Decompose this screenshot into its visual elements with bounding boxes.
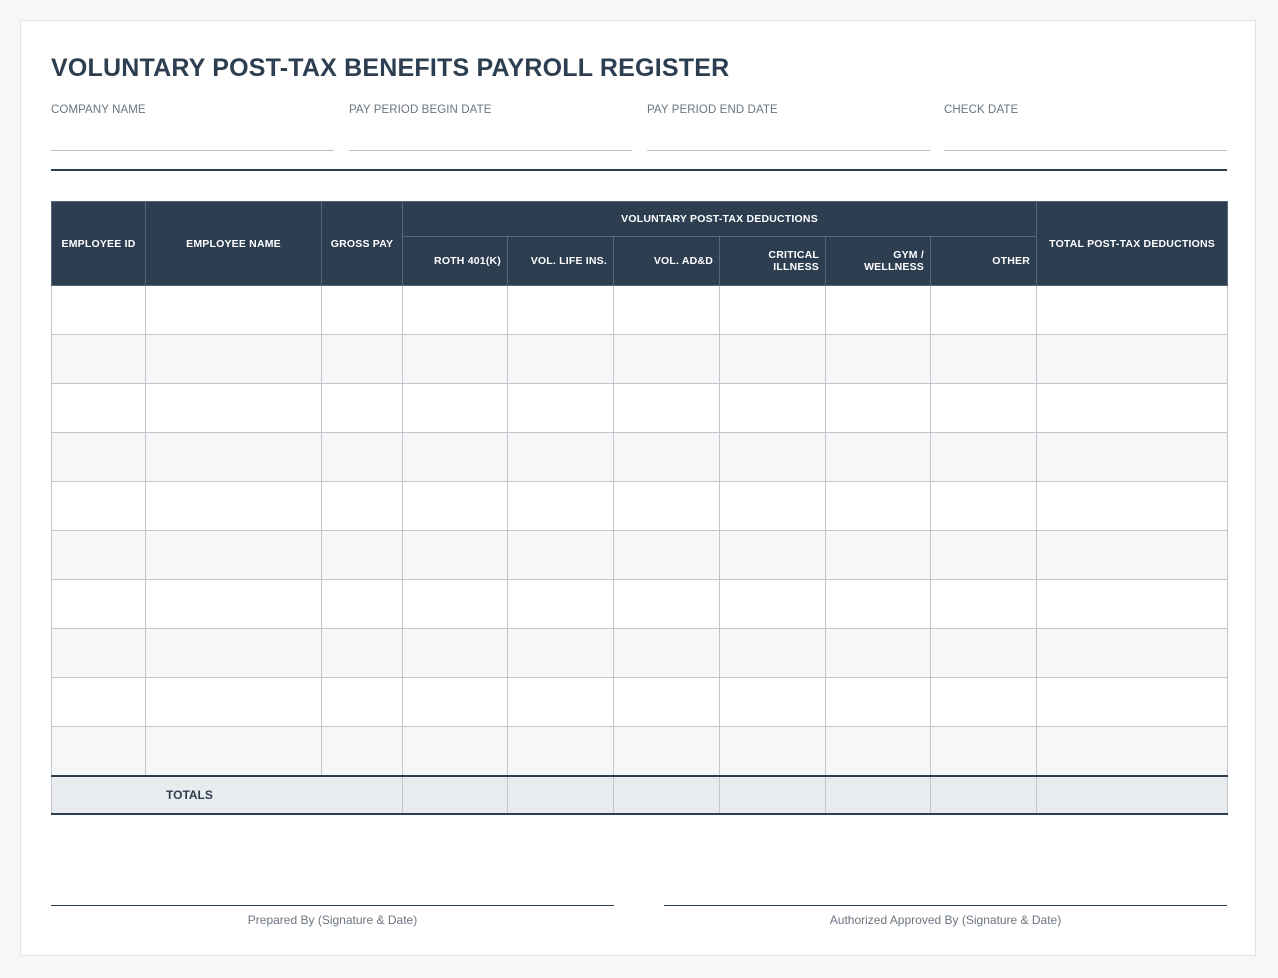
table-row <box>52 335 1228 384</box>
table-cell[interactable] <box>403 629 508 678</box>
register-page <box>20 20 1256 956</box>
table-cell[interactable] <box>614 384 720 433</box>
table-cell[interactable] <box>52 629 146 678</box>
table-row <box>52 531 1228 580</box>
table-cell[interactable] <box>52 482 146 531</box>
table-cell[interactable] <box>931 433 1037 482</box>
table-cell[interactable] <box>720 580 826 629</box>
table-cell[interactable] <box>826 580 931 629</box>
total-cell[interactable] <box>1037 776 1228 814</box>
table-cell[interactable] <box>322 384 403 433</box>
table-header <box>52 202 1228 286</box>
prepared-by-signature[interactable] <box>51 905 614 927</box>
table-cell[interactable] <box>52 384 146 433</box>
table-cell[interactable] <box>1037 433 1228 482</box>
table-cell[interactable] <box>403 678 508 727</box>
table-cell[interactable] <box>720 384 826 433</box>
table-cell[interactable] <box>720 678 826 727</box>
totals-label: TOTALS <box>52 776 403 814</box>
table-cell[interactable] <box>931 727 1037 777</box>
col-other: OTHER <box>931 237 1037 286</box>
table-cell[interactable] <box>720 482 826 531</box>
table-cell[interactable] <box>146 629 322 678</box>
table-cell[interactable] <box>931 482 1037 531</box>
table-cell[interactable] <box>146 384 322 433</box>
table-row <box>52 678 1228 727</box>
table-cell[interactable] <box>614 580 720 629</box>
col-vol-life-ins: VOL. LIFE INS. <box>508 237 614 286</box>
table-cell[interactable] <box>720 335 826 384</box>
table-cell[interactable] <box>146 433 322 482</box>
table-cell[interactable] <box>146 335 322 384</box>
pay-period-begin-label: PAY PERIOD BEGIN DATE <box>349 104 492 116</box>
table-cell[interactable] <box>931 580 1037 629</box>
table-cell[interactable] <box>1037 482 1228 531</box>
col-employee-name: EMPLOYEE NAME <box>146 202 322 286</box>
table-cell[interactable] <box>614 482 720 531</box>
table-cell[interactable] <box>508 286 614 335</box>
table-cell[interactable] <box>1037 727 1228 777</box>
table-cell[interactable] <box>146 286 322 335</box>
total-cell[interactable] <box>826 776 931 814</box>
table-cell[interactable] <box>508 384 614 433</box>
table-cell[interactable] <box>322 531 403 580</box>
payroll-register-table <box>51 201 1228 815</box>
table-cell[interactable] <box>146 531 322 580</box>
header-divider <box>51 169 1227 171</box>
table-cell[interactable] <box>322 286 403 335</box>
header-fields <box>51 104 1227 150</box>
table-cell[interactable] <box>614 335 720 384</box>
table-cell[interactable] <box>508 678 614 727</box>
table-cell[interactable] <box>322 580 403 629</box>
table-cell[interactable] <box>826 433 931 482</box>
approved-by-signature[interactable] <box>664 905 1227 927</box>
table-row <box>52 384 1228 433</box>
total-cell[interactable] <box>931 776 1037 814</box>
table-cell[interactable] <box>720 531 826 580</box>
table-cell[interactable] <box>720 727 826 777</box>
total-cell[interactable] <box>614 776 720 814</box>
table-cell[interactable] <box>931 629 1037 678</box>
col-total-deductions: TOTAL POST-TAX DEDUCTIONS <box>1037 202 1228 286</box>
table-cell[interactable] <box>52 580 146 629</box>
total-cell[interactable] <box>508 776 614 814</box>
table-cell[interactable] <box>146 678 322 727</box>
table-cell[interactable] <box>826 678 931 727</box>
col-gross-pay: GROSS PAY <box>322 202 403 286</box>
table-cell[interactable] <box>52 335 146 384</box>
table-cell[interactable] <box>322 433 403 482</box>
pay-period-end-label: PAY PERIOD END DATE <box>647 104 778 116</box>
table-body <box>52 286 1228 777</box>
table-cell[interactable] <box>322 335 403 384</box>
table-cell[interactable] <box>931 384 1037 433</box>
company-name-field[interactable] <box>51 104 334 151</box>
table-cell[interactable] <box>614 433 720 482</box>
total-cell[interactable] <box>403 776 508 814</box>
table-row <box>52 629 1228 678</box>
table-cell[interactable] <box>931 335 1037 384</box>
prepared-by-label: Prepared By (Signature & Date) <box>247 913 418 927</box>
table-cell[interactable] <box>146 580 322 629</box>
table-cell[interactable] <box>826 286 931 335</box>
page-title: VOLUNTARY POST-TAX BENEFITS PAYROLL REGISTER <box>51 54 730 82</box>
col-employee-id: EMPLOYEE ID <box>52 202 146 286</box>
table-cell[interactable] <box>403 580 508 629</box>
table-cell[interactable] <box>322 678 403 727</box>
table-row <box>52 727 1228 777</box>
col-critical-illness: CRITICAL ILLNESS <box>720 237 826 286</box>
table-row <box>52 433 1228 482</box>
table-cell[interactable] <box>614 678 720 727</box>
totals-row <box>52 776 1228 814</box>
table-cell[interactable] <box>508 335 614 384</box>
table-cell[interactable] <box>826 727 931 777</box>
check-date-field[interactable] <box>944 104 1227 151</box>
table-cell[interactable] <box>52 286 146 335</box>
table-cell[interactable] <box>403 335 508 384</box>
table-cell[interactable] <box>508 629 614 678</box>
table-cell[interactable] <box>614 286 720 335</box>
table-cell[interactable] <box>508 531 614 580</box>
table-cell[interactable] <box>403 433 508 482</box>
table-cell[interactable] <box>826 629 931 678</box>
table-cell[interactable] <box>403 531 508 580</box>
table-cell[interactable] <box>614 727 720 777</box>
table-cell[interactable] <box>52 433 146 482</box>
table-row <box>52 580 1228 629</box>
col-group-deductions: VOLUNTARY POST-TAX DEDUCTIONS <box>403 202 1037 237</box>
table-cell[interactable] <box>146 482 322 531</box>
table-cell[interactable] <box>826 335 931 384</box>
table-row <box>52 286 1228 335</box>
table-cell[interactable] <box>403 482 508 531</box>
col-roth-401k: ROTH 401(K) <box>403 237 508 286</box>
table-row <box>52 482 1228 531</box>
table-cell[interactable] <box>508 727 614 777</box>
table-cell[interactable] <box>403 384 508 433</box>
table-cell[interactable] <box>720 286 826 335</box>
table-cell[interactable] <box>826 531 931 580</box>
table-cell[interactable] <box>403 286 508 335</box>
table-cell[interactable] <box>1037 678 1228 727</box>
table-cell[interactable] <box>322 482 403 531</box>
pay-period-end-field[interactable] <box>647 104 930 151</box>
table-cell[interactable] <box>931 678 1037 727</box>
check-date-label: CHECK DATE <box>944 104 1019 116</box>
table-cell[interactable] <box>826 384 931 433</box>
table-cell[interactable] <box>322 629 403 678</box>
table-cell[interactable] <box>1037 580 1228 629</box>
table-cell[interactable] <box>614 629 720 678</box>
table-cell[interactable] <box>931 286 1037 335</box>
table-cell[interactable] <box>720 433 826 482</box>
table-cell[interactable] <box>1037 335 1228 384</box>
table-cell[interactable] <box>1037 286 1228 335</box>
col-gym-wellness: GYM / WELLNESS <box>826 237 931 286</box>
table-cell[interactable] <box>403 727 508 777</box>
table-cell[interactable] <box>1037 384 1228 433</box>
table-cell[interactable] <box>614 531 720 580</box>
table-cell[interactable] <box>146 727 322 777</box>
table-cell[interactable] <box>52 678 146 727</box>
approved-by-label: Authorized Approved By (Signature & Date) <box>829 913 1062 927</box>
table-cell[interactable] <box>508 482 614 531</box>
table-cell[interactable] <box>1037 531 1228 580</box>
total-cell[interactable] <box>720 776 826 814</box>
pay-period-begin-field[interactable] <box>349 104 632 151</box>
table-cell[interactable] <box>52 531 146 580</box>
table-cell[interactable] <box>720 629 826 678</box>
table-cell[interactable] <box>322 727 403 777</box>
table-cell[interactable] <box>508 580 614 629</box>
col-vol-add: VOL. AD&D <box>614 237 720 286</box>
table-cell[interactable] <box>1037 629 1228 678</box>
table-cell[interactable] <box>826 482 931 531</box>
company-name-label: COMPANY NAME <box>51 104 146 116</box>
table-cell[interactable] <box>52 727 146 777</box>
table-cell[interactable] <box>931 531 1037 580</box>
table-cell[interactable] <box>508 433 614 482</box>
